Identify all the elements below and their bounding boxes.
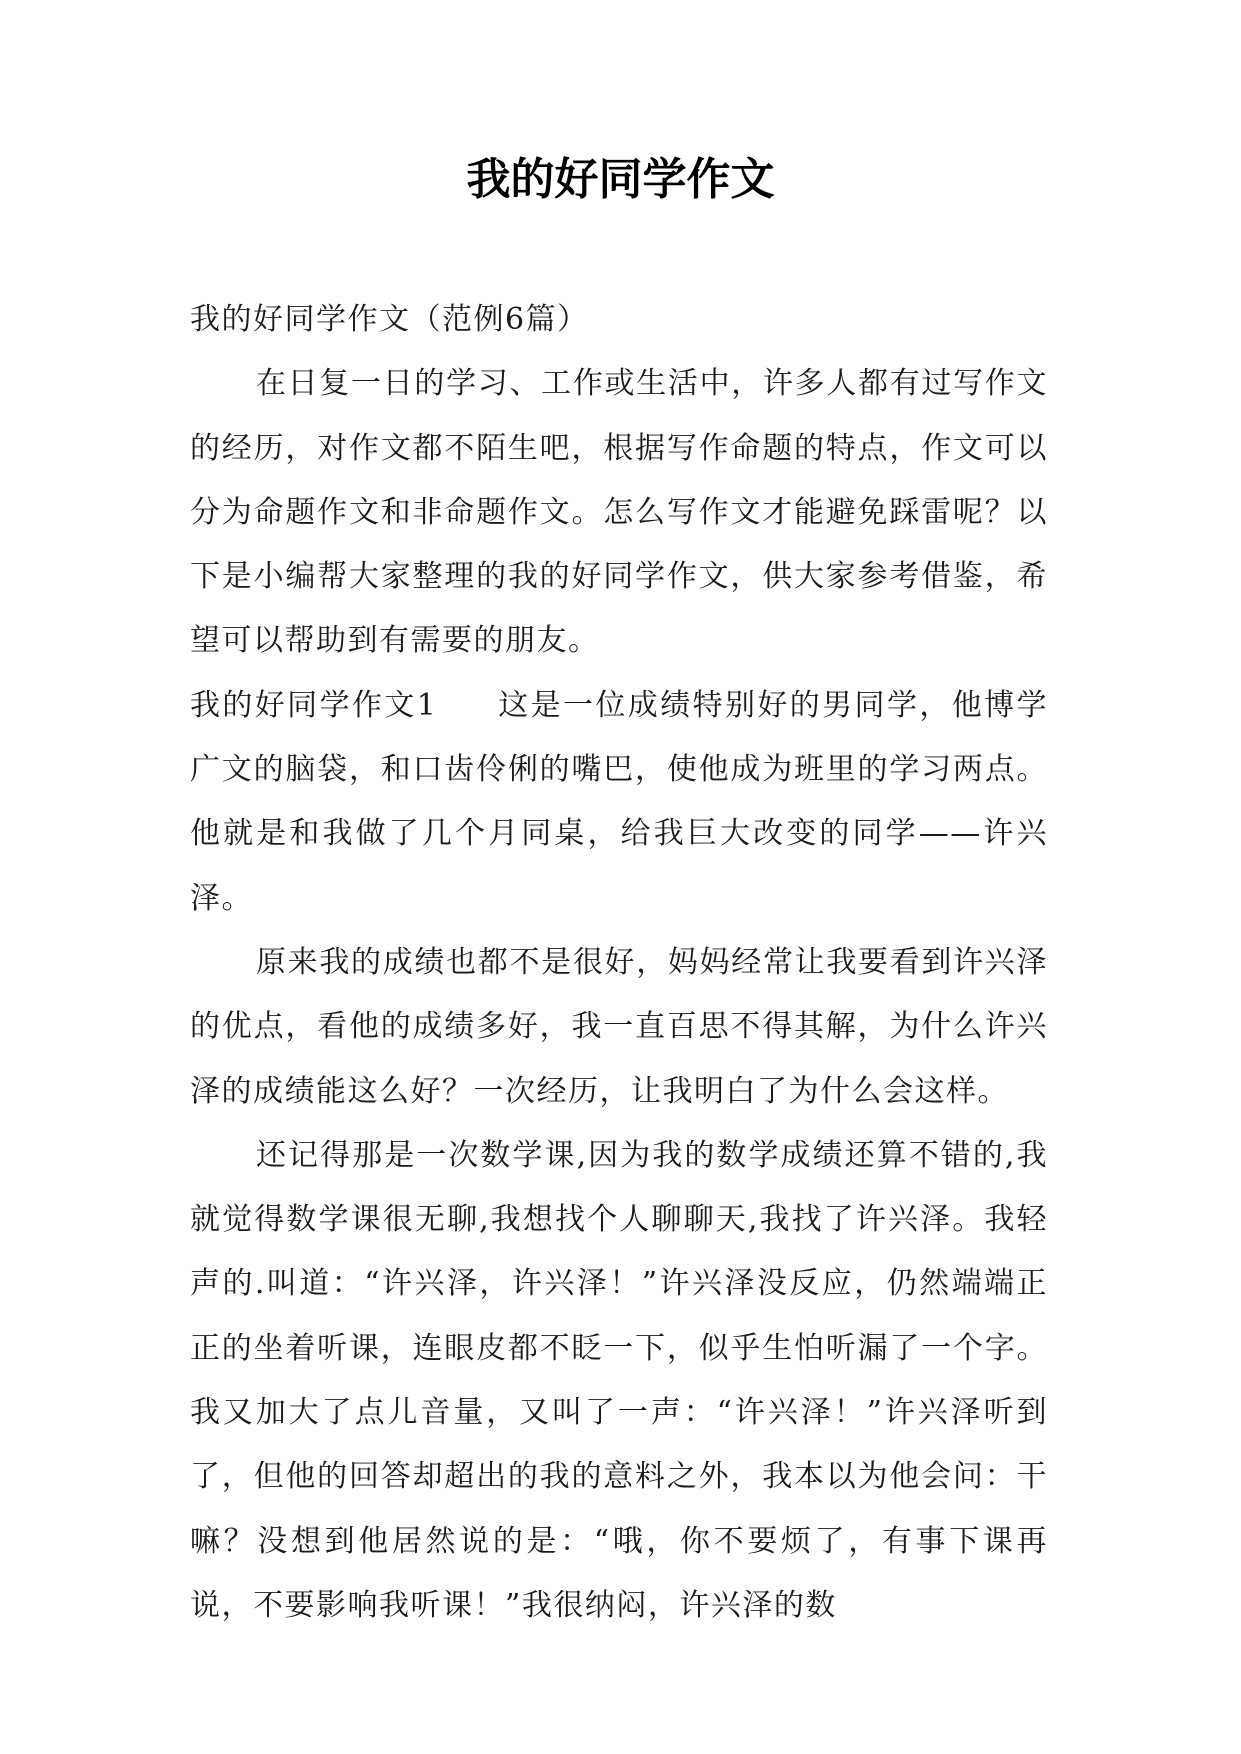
essay-1-paragraph-1: 这是一位成绩特别好的男同学，他博学广文的脑袋，和口齿伶俐的嘴巴，使他成为班里的学习两点。他就是和我做了几个月同桌，给我巨大改变的同学——许兴泽。 [190, 687, 1049, 916]
essay-1-paragraph-3: 还记得那是一次数学课,因为我的数学成绩还算不错的,我就觉得数学课很无聊,我想找个人聊聊天,我找了许兴泽。我轻声的.叫道：“许兴泽，许兴泽！”许兴泽没反应，仍然端端正正的坐着听课，连眼皮都不眨一下，似乎生怕听漏了一个字。我又加大了点儿音量，又叫了一声：“许兴泽！”许兴泽听到了，但他的回答却超出的我的意料之外，我本以为他会问：干嘛？没想到他居然说的是：“哦，你不要烦了，有事下课再说，不要影响我听课！”我很纳闷，许兴泽的数 [190, 1137, 1048, 1623]
essay-1-first-paragraph [190, 674, 1048, 931]
document-body [190, 288, 1048, 1638]
intro-paragraph: 在日复一日的学习、工作或生活中，许多人都有过写作文的经历，对作文都不陌生吧，根据写作命题的特点，作文可以分为命题作文和非命题作文。怎么写作文才能避免踩雷呢？以下是小编帮大家整理的我的好同学作文，供大家参考借鉴，希望可以帮助到有需要的朋友。 [190, 366, 1048, 659]
document-title: 我的好同学作文 [466, 154, 775, 205]
essay-1-paragraph-2: 原来我的成绩也都不是很好，妈妈经常让我要看到许兴泽的优点，看他的成绩多好，我一直百思不得其解，为什么许兴泽的成绩能这么好？一次经历，让我明白了为什么会这样。 [190, 944, 1048, 1109]
document-subtitle: 我的好同学作文（范例6篇） [190, 302, 589, 337]
essay-1-heading: 我的好同学作文1 [190, 687, 438, 723]
